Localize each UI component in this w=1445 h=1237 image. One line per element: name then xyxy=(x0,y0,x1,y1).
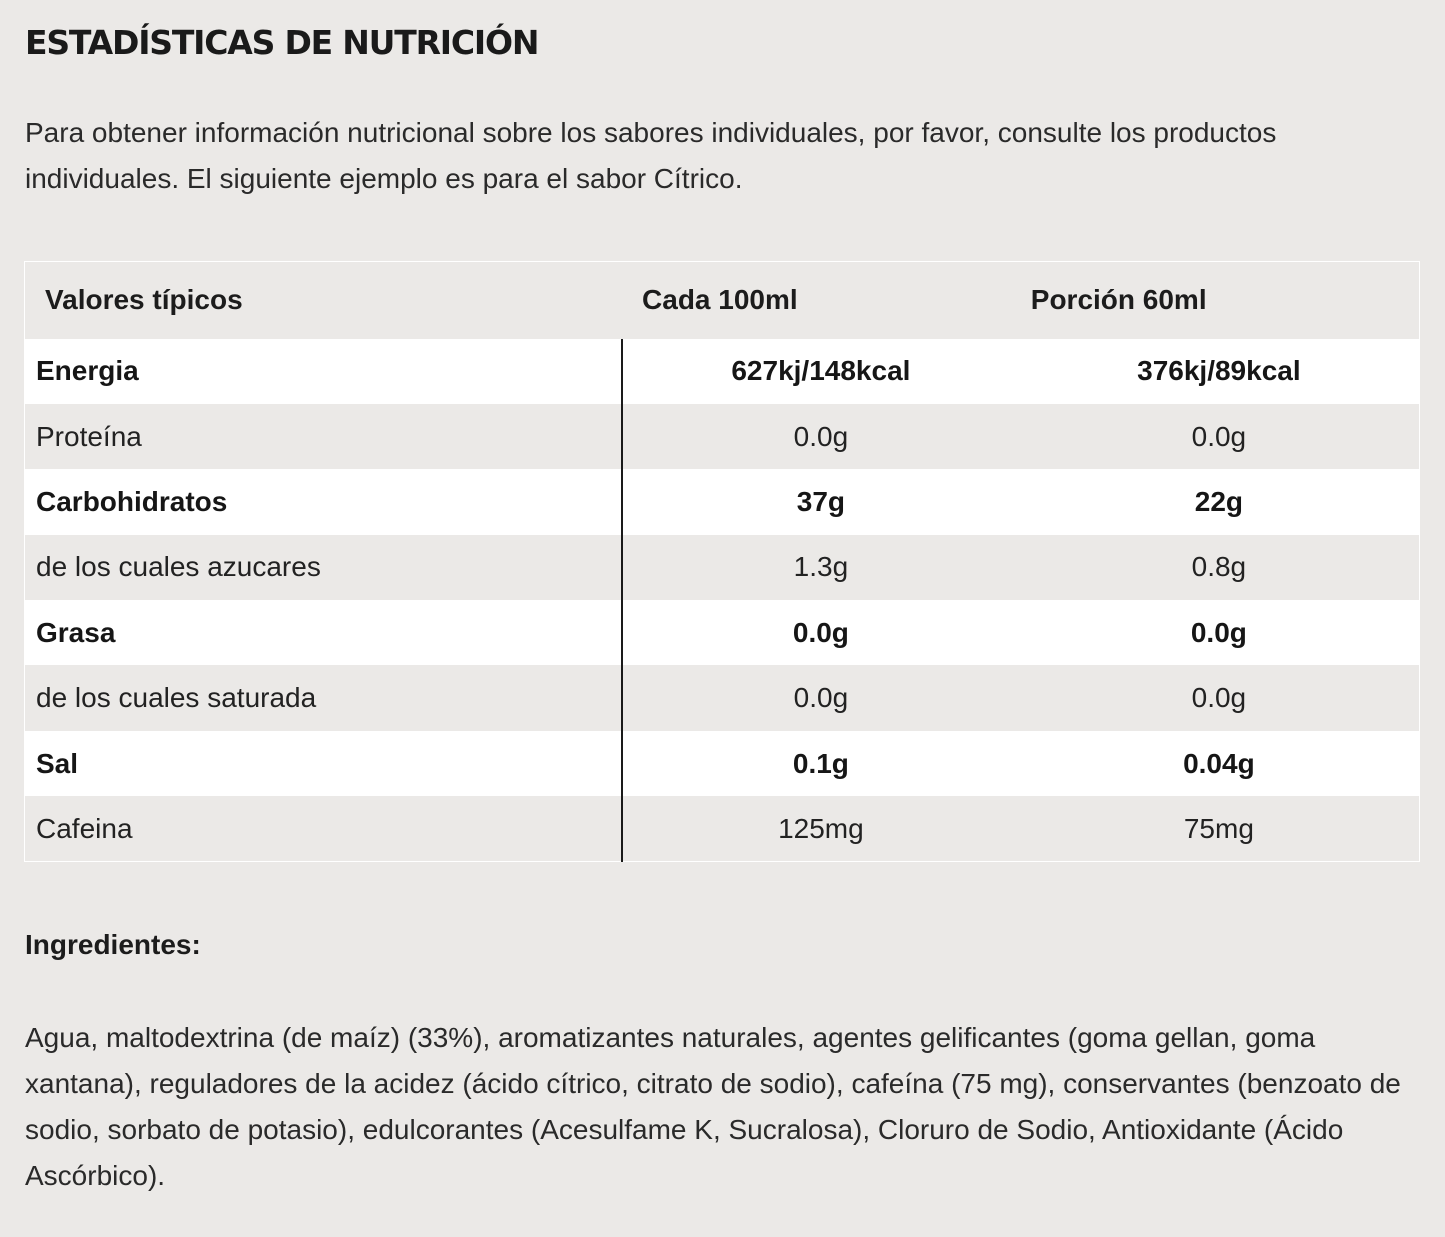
nutrition-table-body xyxy=(25,339,1420,862)
portion-value: 376kj/89kcal xyxy=(1019,339,1420,404)
table-row xyxy=(25,404,1420,469)
portion-value: 0.0g xyxy=(1019,600,1420,665)
per-100ml-value: 1.3g xyxy=(622,535,1019,600)
per-100ml-value: 37g xyxy=(622,469,1019,534)
intro-paragraph: Para obtener información nutricional sobre los sabores individuales, por favor, consulte los productos individuales. El siguiente ejemplo es para el sabor Cítrico. xyxy=(25,117,1277,194)
nutrient-label: Sal xyxy=(25,731,623,796)
header-per-100ml: Cada 100ml xyxy=(622,262,1019,339)
header-typical-values: Valores típicos xyxy=(25,262,623,339)
per-100ml-value: 125mg xyxy=(622,796,1019,861)
table-row xyxy=(25,535,1420,600)
table-row xyxy=(25,731,1420,796)
nutrient-label: Carbohidratos xyxy=(25,469,623,534)
table-row xyxy=(25,600,1420,665)
portion-value: 22g xyxy=(1019,469,1420,534)
ingredients-text: Agua, maltodextrina (de maíz) (33%), aromatizantes naturales, agentes gelificantes (goma gellan, goma xantana), reguladores de la acidez (ácido cítrico, citrato de sodio), cafeína (75 mg), conservantes (benzoato de sodio, sorbato de potasio), edulcorantes (Acesulfame K, Sucralosa), Cloruro de Sodio, Antioxidante (Ácido Ascórbico). xyxy=(25,1022,1401,1191)
table-row xyxy=(25,469,1420,534)
nutrient-label: Proteína xyxy=(25,404,623,469)
nutrient-label: de los cuales saturada xyxy=(25,665,623,730)
per-100ml-value: 0.0g xyxy=(622,665,1019,730)
header-portion-60ml: Porción 60ml xyxy=(1019,262,1420,339)
page-title: ESTADÍSTICAS DE NUTRICIÓN xyxy=(25,23,539,62)
nutrient-label: Grasa xyxy=(25,600,623,665)
header-row xyxy=(25,262,1420,339)
portion-value: 75mg xyxy=(1019,796,1420,861)
nutrition-table xyxy=(24,261,1420,862)
nutrient-label: Cafeina xyxy=(25,796,623,861)
portion-value: 0.0g xyxy=(1019,665,1420,730)
table-row xyxy=(25,339,1420,404)
ingredients-heading: Ingredientes: xyxy=(25,929,201,960)
per-100ml-value: 627kj/148kcal xyxy=(622,339,1019,404)
table-row xyxy=(25,796,1420,861)
per-100ml-value: 0.1g xyxy=(622,731,1019,796)
per-100ml-value: 0.0g xyxy=(622,404,1019,469)
nutrient-label: de los cuales azucares xyxy=(25,535,623,600)
portion-value: 0.0g xyxy=(1019,404,1420,469)
nutrition-table-header xyxy=(25,262,1420,339)
per-100ml-value: 0.0g xyxy=(622,600,1019,665)
portion-value: 0.8g xyxy=(1019,535,1420,600)
table-row xyxy=(25,665,1420,730)
portion-value: 0.04g xyxy=(1019,731,1420,796)
nutrient-label: Energia xyxy=(25,339,623,404)
